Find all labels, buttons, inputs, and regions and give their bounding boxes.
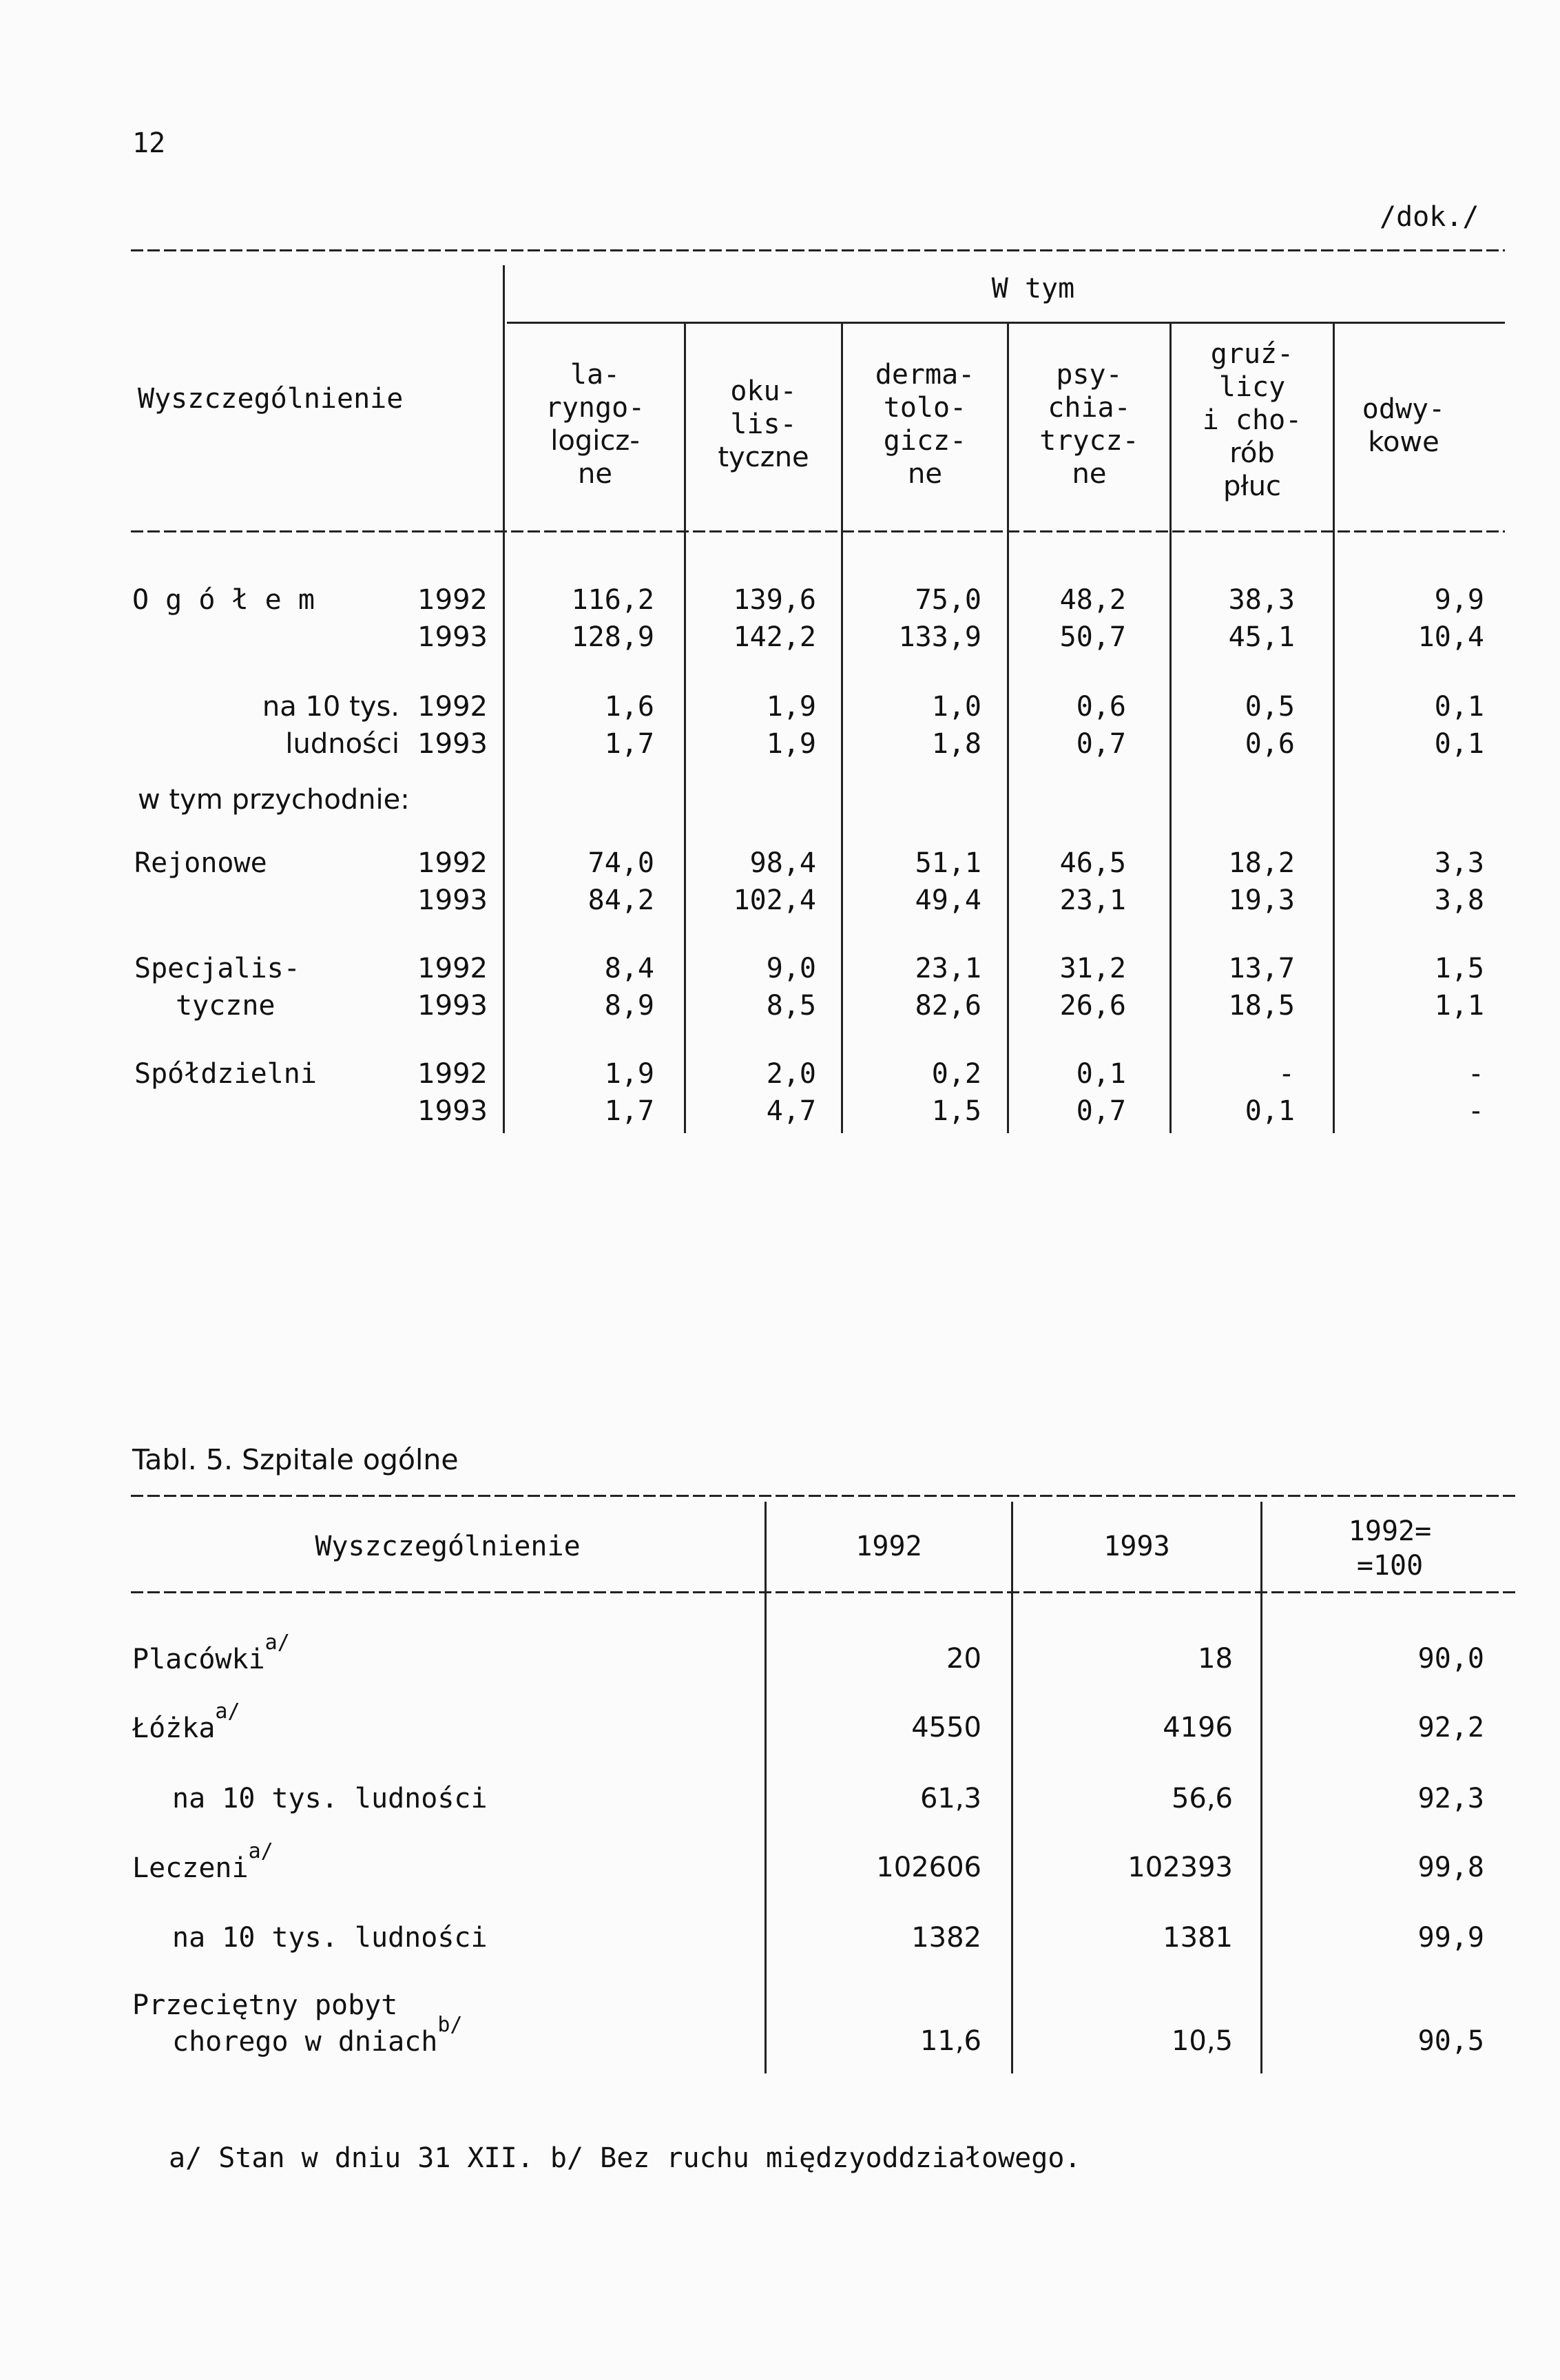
column-header-psychiatric: psy- chia- trycz- ne xyxy=(1039,359,1139,490)
table-cell: 1382 xyxy=(911,1922,981,1954)
table-cell: 10,4 xyxy=(1417,621,1484,653)
table-cell: 18,5 xyxy=(1228,990,1295,1022)
table-cell: 4,7 xyxy=(766,1095,816,1127)
table-cell: 0,7 xyxy=(1076,1095,1126,1127)
row-label xyxy=(132,1699,240,1744)
table-cell: 4196 xyxy=(1163,1712,1233,1743)
table-cell: 18,2 xyxy=(1228,847,1295,879)
row-label xyxy=(172,1783,488,1814)
table-cell: 23,1 xyxy=(915,953,981,984)
table-cell: 0,1 xyxy=(1245,1095,1295,1127)
row-label-text: na 10 tys. ludności xyxy=(172,1922,488,1954)
table-cell: 19,3 xyxy=(1228,884,1295,916)
row-year: 1993 xyxy=(417,728,488,760)
table-cell: 0,6 xyxy=(1076,691,1126,723)
page-number: 12 xyxy=(132,127,166,159)
row-label-text: Placówki xyxy=(132,1644,265,1675)
column-header-1992: 1992 xyxy=(855,1531,922,1562)
table-cell: 1,5 xyxy=(931,1095,981,1127)
row-label-text: na 10 tys. ludności xyxy=(172,1783,488,1814)
row-label-text: Leczeni xyxy=(132,1852,249,1884)
footnote-marker: a/ xyxy=(248,1839,273,1863)
table-cell: 1,8 xyxy=(931,728,981,760)
table-cell: 139,6 xyxy=(733,584,816,616)
table-cell: 102606 xyxy=(876,1852,981,1883)
column-header-laryngological: la- ryngo- logicz- ne xyxy=(545,359,645,490)
table-1-top-rule xyxy=(131,249,1505,251)
table-2-title: Tabl. 5. Szpitale ogólne xyxy=(132,1443,459,1476)
column-header-tuberculosis: gruź- licy i cho- rób płuc xyxy=(1202,338,1302,502)
row-label: tyczne xyxy=(176,990,275,1022)
table-cell: 1,6 xyxy=(604,691,654,723)
continuation-note: /dok./ xyxy=(1380,201,1479,233)
row-label: Spółdzielni xyxy=(134,1058,317,1090)
row-label: w tym przychodnie: xyxy=(138,784,410,816)
footnote-marker: b/ xyxy=(437,2013,463,2037)
table-cell: 26,6 xyxy=(1059,990,1126,1022)
table-cell: 90,5 xyxy=(1417,2025,1484,2057)
table-cell: 116,2 xyxy=(571,584,654,616)
column-header-1993: 1993 xyxy=(1103,1531,1170,1562)
row-label xyxy=(172,1922,488,1954)
table-cell: - xyxy=(1467,1095,1484,1127)
table-cell: 9,9 xyxy=(1434,584,1484,616)
table-cell: 18 xyxy=(1198,1643,1233,1675)
row-label-text: Łóżka xyxy=(132,1712,216,1744)
footnote-marker: a/ xyxy=(264,1631,290,1655)
footnote: a/ Stan w dniu 31 XII. b/ Bez ruchu międzyoddziałowego. xyxy=(169,2142,1081,2174)
row-year: 1992 xyxy=(417,1058,488,1090)
table-cell: 82,6 xyxy=(915,990,981,1022)
table-cell: 99,9 xyxy=(1417,1922,1484,1954)
table-cell: 0,5 xyxy=(1245,691,1295,723)
table-cell: 0,7 xyxy=(1076,728,1126,760)
row-year: 1992 xyxy=(417,584,488,616)
table-cell: 92,2 xyxy=(1417,1712,1484,1743)
table-cell: - xyxy=(1278,1058,1295,1090)
table-2-header-rule xyxy=(131,1591,1517,1593)
table-cell: 98,4 xyxy=(749,847,816,879)
table-2-col-divider xyxy=(1011,1502,1013,2073)
table-2-col-divider xyxy=(765,1502,767,2073)
table-cell: 142,2 xyxy=(733,621,816,653)
row-label: Specjalis- xyxy=(134,953,300,984)
table-cell: 74,0 xyxy=(587,847,654,879)
row-label: ludności xyxy=(285,728,399,760)
table-cell: 0,1 xyxy=(1434,691,1484,723)
table-cell: 46,5 xyxy=(1059,847,1126,879)
table-cell: 50,7 xyxy=(1059,621,1126,653)
table-cell: 13,7 xyxy=(1228,953,1295,984)
table-cell: 102,4 xyxy=(733,884,816,916)
table-cell: 1,0 xyxy=(931,691,981,723)
table-cell: 1,9 xyxy=(604,1058,654,1090)
table-cell: 9,0 xyxy=(766,953,816,984)
table-2-top-rule xyxy=(131,1495,1517,1497)
row-label-continued: chorego w dniach xyxy=(172,2026,438,2058)
table-cell: 99,8 xyxy=(1417,1852,1484,1883)
table-cell: 38,3 xyxy=(1228,584,1295,616)
table-cell: 10,5 xyxy=(1171,2025,1233,2057)
table-cell: 3,8 xyxy=(1434,884,1484,916)
table-2-stub-header: Wyszczególnienie xyxy=(315,1531,581,1562)
row-year: 1992 xyxy=(417,691,488,723)
table-cell: 11,6 xyxy=(919,2025,981,2057)
table-1-group-header: W tym xyxy=(991,273,1075,304)
table-cell: 20 xyxy=(946,1643,981,1675)
table-cell: 1,7 xyxy=(604,1095,654,1127)
table-cell: 1,7 xyxy=(604,728,654,760)
table-1-group-rule xyxy=(507,322,1505,324)
table-cell: 102393 xyxy=(1127,1852,1233,1883)
table-cell: 61,3 xyxy=(919,1783,981,1814)
row-label xyxy=(132,1631,290,1675)
table-cell: 1,9 xyxy=(766,691,816,723)
table-cell: 1,1 xyxy=(1434,990,1484,1022)
table-1-stub-header: Wyszczególnienie xyxy=(138,383,404,415)
row-label: na 10 tys. xyxy=(262,691,399,723)
table-cell: 48,2 xyxy=(1059,584,1126,616)
table-cell: 1,5 xyxy=(1434,953,1484,984)
table-cell: 8,9 xyxy=(604,990,654,1022)
table-cell: 4550 xyxy=(911,1712,981,1743)
table-cell: 0,1 xyxy=(1434,728,1484,760)
row-label: O g ó ł e m xyxy=(132,584,315,616)
table-cell: 8,5 xyxy=(766,990,816,1022)
table-cell: 49,4 xyxy=(915,884,981,916)
row-year: 1992 xyxy=(417,847,488,879)
table-cell: - xyxy=(1467,1058,1484,1090)
table-cell: 92,3 xyxy=(1417,1783,1484,1814)
footnote-marker: a/ xyxy=(215,1699,240,1724)
row-year: 1993 xyxy=(417,990,488,1022)
row-label: Przeciętny pobyt xyxy=(132,1989,398,2021)
table-cell: 75,0 xyxy=(915,584,981,616)
table-cell: 90,0 xyxy=(1417,1643,1484,1675)
table-cell: 56,6 xyxy=(1171,1783,1233,1814)
row-year: 1993 xyxy=(417,621,488,653)
table-cell: 2,0 xyxy=(766,1058,816,1090)
row-label: Rejonowe xyxy=(134,847,267,879)
table-cell: 0,1 xyxy=(1076,1058,1126,1090)
column-header-index: 1992= =100 xyxy=(1348,1515,1432,1582)
row-year: 1993 xyxy=(417,884,488,916)
column-header-dermatological: derma- tolo- gicz- ne xyxy=(875,359,975,490)
table-cell: 1,9 xyxy=(766,728,816,760)
table-cell: 23,1 xyxy=(1059,884,1126,916)
table-cell: 51,1 xyxy=(915,847,981,879)
row-label xyxy=(172,2013,463,2058)
table-cell: 1381 xyxy=(1163,1922,1233,1954)
row-year: 1992 xyxy=(417,953,488,984)
table-cell: 3,3 xyxy=(1434,847,1484,879)
table-cell: 45,1 xyxy=(1228,621,1295,653)
table-1-header-rule xyxy=(131,530,1505,532)
table-cell: 84,2 xyxy=(587,884,654,916)
table-cell: 8,4 xyxy=(604,953,654,984)
table-cell: 0,2 xyxy=(931,1058,981,1090)
row-label xyxy=(132,1839,273,1884)
table-cell: 133,9 xyxy=(898,621,981,653)
column-header-ophthalmological: oku- lis- tyczne xyxy=(718,375,809,473)
table-2-col-divider xyxy=(1260,1502,1262,2073)
table-cell: 0,6 xyxy=(1245,728,1295,760)
table-cell: 128,9 xyxy=(571,621,654,653)
table-cell: 31,2 xyxy=(1059,953,1126,984)
row-year: 1993 xyxy=(417,1095,488,1127)
column-header-detox: odwy- kowe xyxy=(1362,393,1446,458)
